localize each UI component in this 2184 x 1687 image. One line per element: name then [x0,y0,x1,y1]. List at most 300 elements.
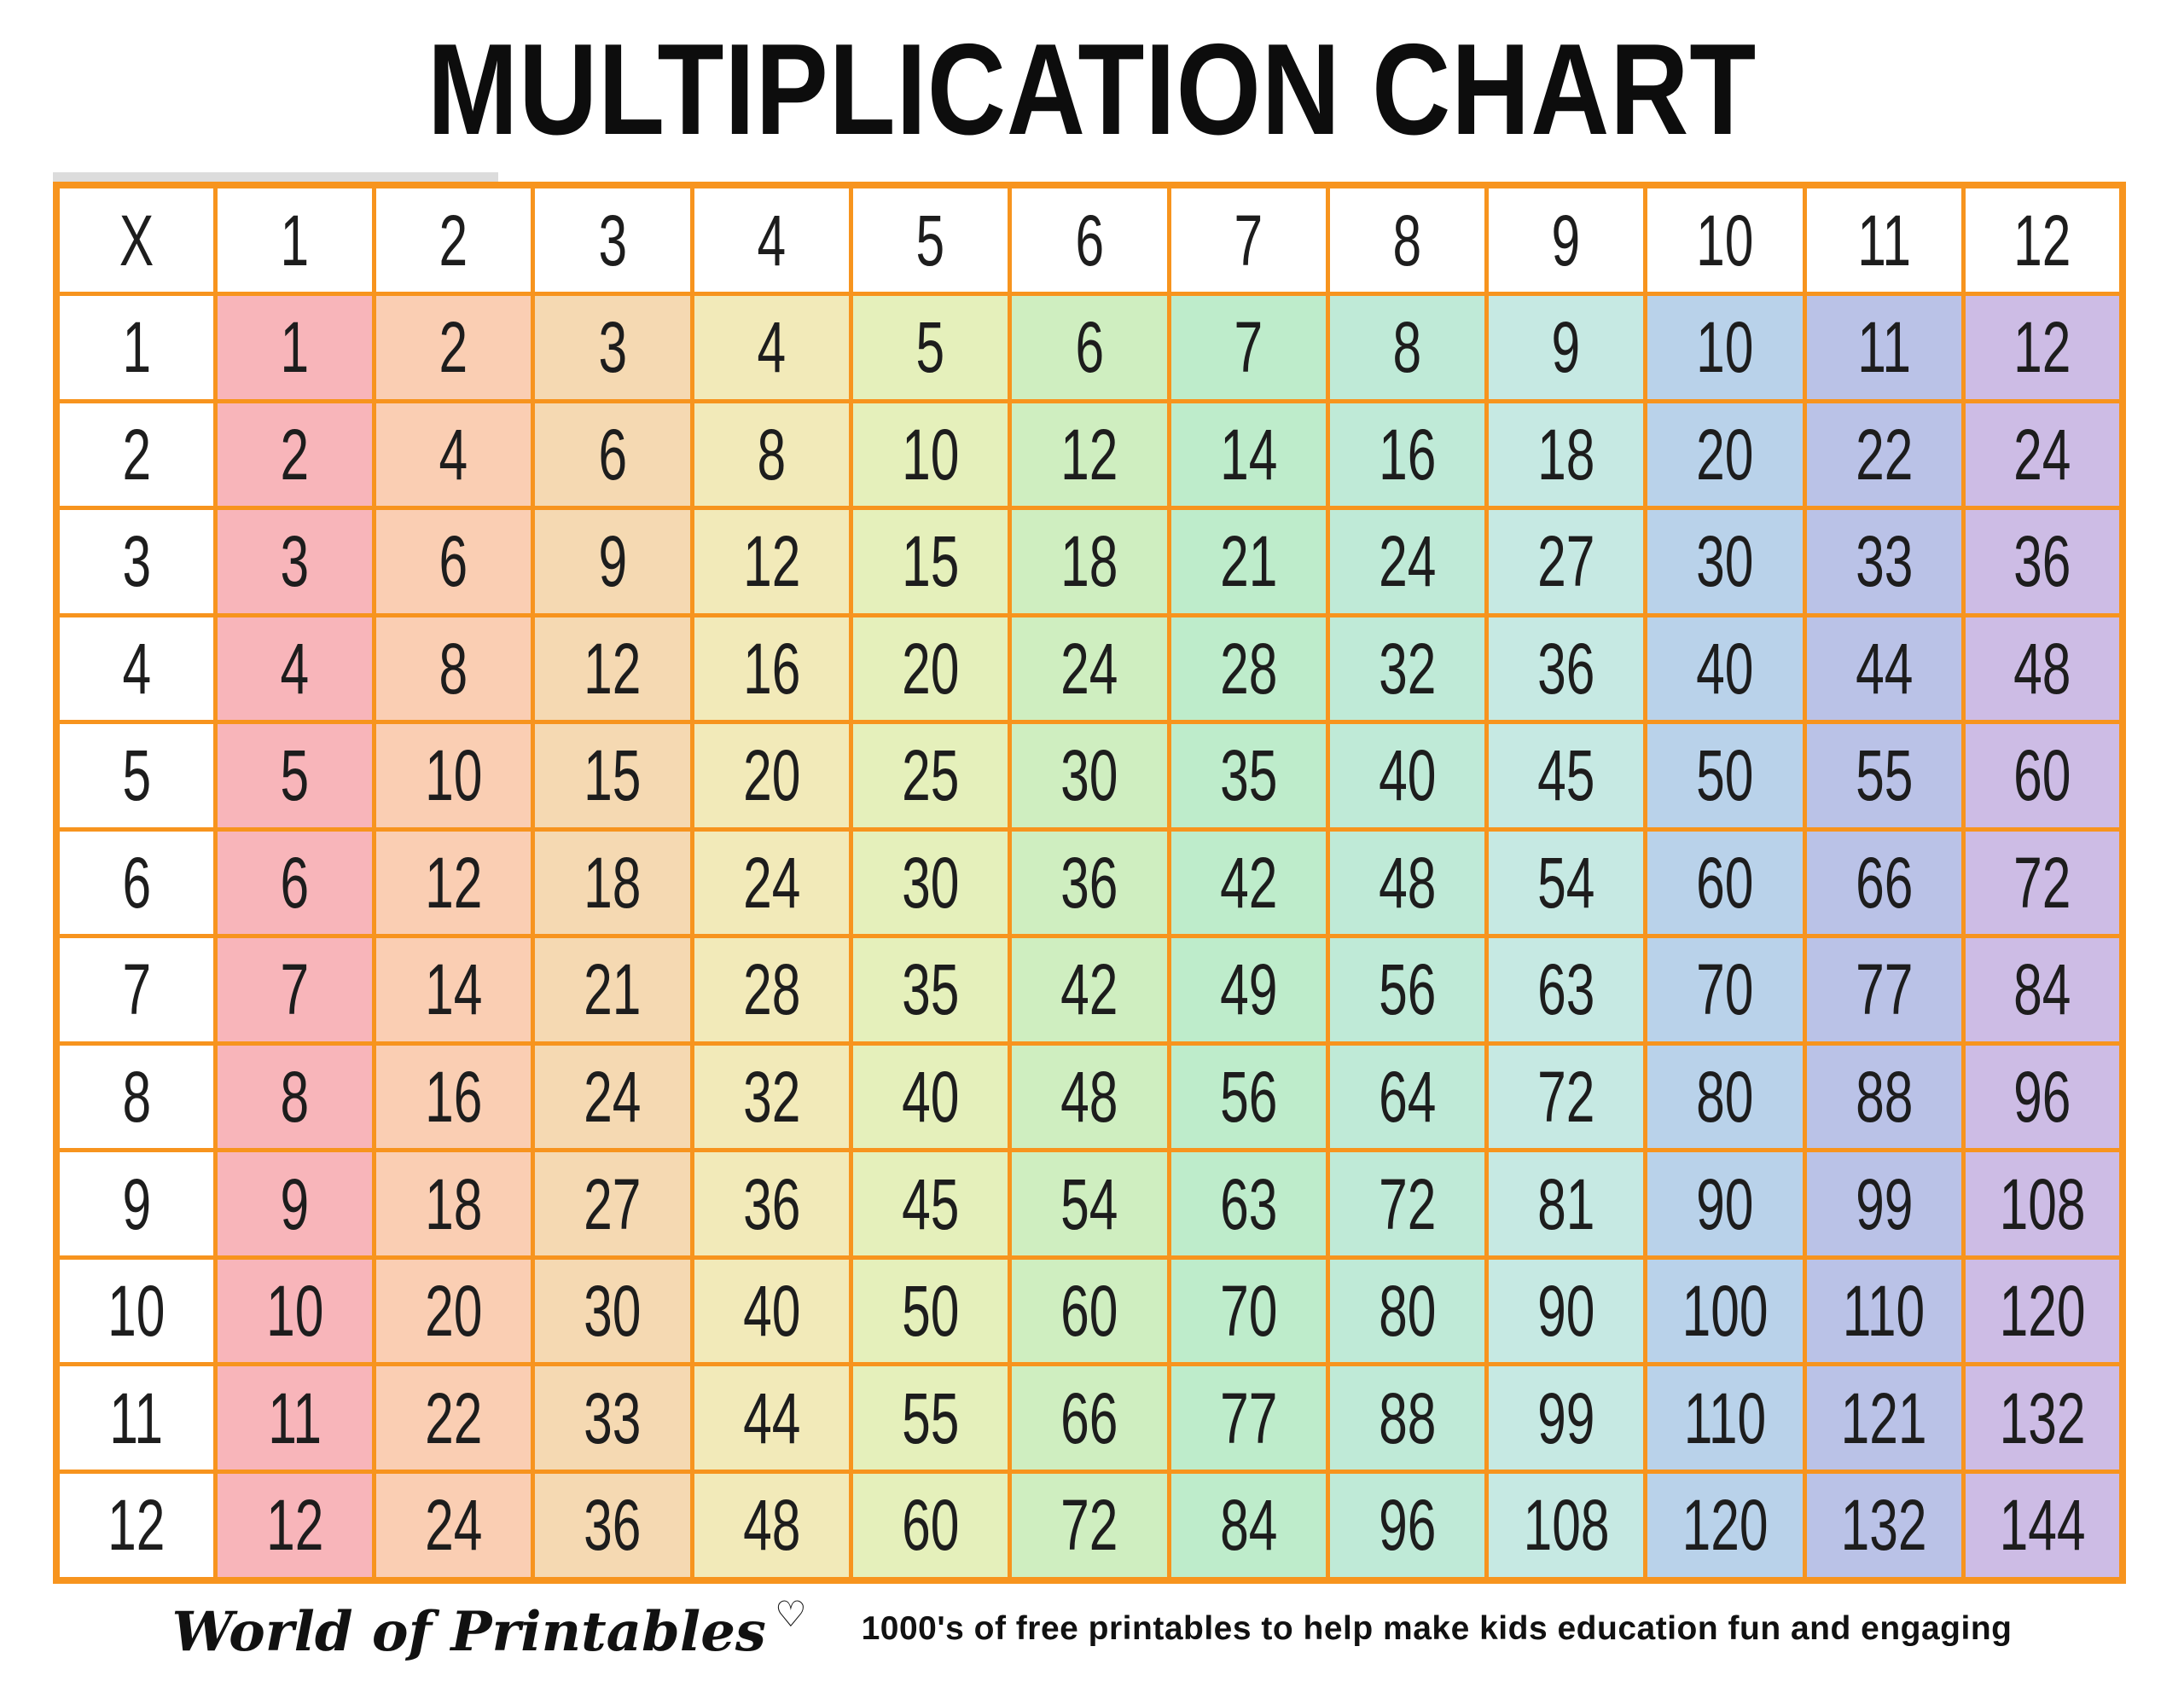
column-header-cell [1327,185,1486,294]
product-cell [1646,1471,1804,1580]
cell-value: 24 [1378,521,1437,602]
product-cell [1169,1151,1327,1258]
cell-value: 10 [425,735,483,816]
cell-value: 40 [901,1056,960,1137]
product-cell [692,722,851,830]
product-cell [1327,1365,1486,1472]
cell-value: 7 [280,949,310,1030]
product-cell [1804,615,1963,722]
cell-value: 6 [280,842,310,923]
product-cell [1169,615,1327,722]
cell-value: 3 [598,200,627,281]
cell-value: 88 [1855,1056,1914,1137]
cell-value: 36 [1537,628,1595,709]
cell-value: 120 [1999,1271,2086,1352]
product-cell [533,294,692,402]
cell-value: 32 [742,1056,800,1137]
product-cell [692,615,851,722]
product-cell [375,401,533,508]
product-cell [215,294,374,402]
product-cell [375,508,533,616]
cell-value: 32 [1378,628,1437,709]
table-row [56,1151,2123,1258]
product-cell [1804,722,1963,830]
cell-value: 108 [1523,1485,1610,1566]
cell-value: 45 [901,1163,960,1244]
cell-value: 4 [280,628,310,709]
cell-value: 48 [1378,842,1437,923]
cell-value: 6 [1075,200,1104,281]
cell-value: 16 [425,1056,483,1137]
cell-value: 7 [1234,200,1263,281]
product-cell [215,1365,374,1472]
product-cell [375,1257,533,1365]
table-row [56,1043,2123,1151]
product-cell [533,722,692,830]
product-cell [692,1365,851,1472]
column-header-cell [533,185,692,294]
cell-value: 33 [1855,521,1914,602]
cell-value: 5 [915,307,945,388]
cell-value: 80 [1378,1271,1437,1352]
cell-value: 2 [280,414,310,495]
cell-value: 27 [584,1163,642,1244]
cell-value: X [119,200,154,281]
cell-value: 30 [1060,735,1118,816]
cell-value: 56 [1378,949,1437,1030]
product-cell [1646,1365,1804,1472]
cell-value: 40 [742,1271,800,1352]
cell-value: 30 [1696,521,1754,602]
product-cell [1487,1365,1646,1472]
cell-value: 2 [122,414,151,495]
product-cell [1646,615,1804,722]
cell-value: 8 [122,1056,151,1137]
product-cell [1010,1043,1169,1151]
cell-value: 48 [2013,628,2071,709]
product-cell [1964,1257,2123,1365]
product-cell [1487,829,1646,936]
product-cell [1964,829,2123,936]
product-cell [1327,615,1486,722]
table-row [56,1257,2123,1365]
product-cell [851,829,1009,936]
product-cell [533,615,692,722]
cell-value: 24 [2013,414,2071,495]
product-cell [1169,508,1327,616]
product-cell [1010,1151,1169,1258]
cell-value: 72 [2013,842,2071,923]
cell-value: 40 [1378,735,1437,816]
cell-value: 3 [122,521,151,602]
product-cell [1327,722,1486,830]
product-cell [215,508,374,616]
cell-value: 25 [901,735,960,816]
row-header-cell [56,829,215,936]
product-cell [1327,1151,1486,1258]
cell-value: 24 [425,1485,483,1566]
product-cell [1804,1471,1963,1580]
row-header-cell [56,1365,215,1472]
multiplication-table-container [53,182,2126,1584]
cell-value: 66 [1060,1377,1118,1458]
product-cell [1169,1043,1327,1151]
column-header-cell [1169,185,1327,294]
cell-value: 33 [584,1377,642,1458]
product-cell [692,1471,851,1580]
row-header-cell [56,1043,215,1151]
brand-text: World of Printables [171,1600,766,1664]
column-header-cell [215,185,374,294]
cell-value: 20 [1696,414,1754,495]
product-cell [1964,1151,2123,1258]
column-header-cell [375,185,533,294]
cell-value: 18 [1060,521,1118,602]
product-cell [1169,829,1327,936]
cell-value: 9 [1551,200,1581,281]
cell-value: 80 [1696,1056,1754,1137]
product-cell [1964,1365,2123,1472]
cell-value: 54 [1060,1163,1118,1244]
cell-value: 90 [1696,1163,1754,1244]
cell-value: 3 [598,307,627,388]
product-cell [533,1151,692,1258]
product-cell [1646,401,1804,508]
row-header-cell [56,936,215,1044]
product-cell [1487,1043,1646,1151]
cell-value: 90 [1537,1271,1595,1352]
cell-value: 8 [757,414,787,495]
cell-value: 120 [1682,1485,1769,1566]
product-cell [692,936,851,1044]
cell-value: 36 [1060,842,1118,923]
cell-value: 110 [1843,1271,1926,1352]
cell-value: 35 [1219,735,1277,816]
product-cell [1327,294,1486,402]
cell-value: 10 [1696,307,1754,388]
cell-value: 20 [425,1271,483,1352]
brand-logo [171,1593,807,1664]
product-cell [692,1151,851,1258]
product-cell [375,936,533,1044]
cell-value: 7 [122,949,151,1030]
cell-value: 1 [122,307,151,388]
cell-value: 81 [1537,1163,1595,1244]
product-cell [375,829,533,936]
cell-value: 16 [742,628,800,709]
product-cell [375,615,533,722]
cell-value: 28 [1219,628,1277,709]
product-cell [1487,401,1646,508]
cell-value: 8 [1392,307,1422,388]
product-cell [1010,401,1169,508]
product-cell [215,401,374,508]
product-cell [1327,936,1486,1044]
table-row [56,829,2123,936]
cell-value: 1 [280,307,310,388]
cell-value: 22 [1855,414,1914,495]
cell-value: 9 [122,1163,151,1244]
table-row [56,615,2123,722]
table-row [56,401,2123,508]
cell-value: 6 [1075,307,1104,388]
product-cell [1487,508,1646,616]
cell-value: 88 [1378,1377,1437,1458]
cell-value: 6 [122,842,151,923]
row-header-cell [56,1471,215,1580]
product-cell [533,1043,692,1151]
cell-value: 11 [1857,200,1911,281]
product-cell [1646,829,1804,936]
cell-value: 96 [2013,1056,2071,1137]
cell-value: 60 [2013,735,2071,816]
product-cell [692,401,851,508]
cell-value: 6 [598,414,627,495]
product-cell [1804,1151,1963,1258]
product-cell [851,1365,1009,1472]
product-cell [375,1151,533,1258]
cell-value: 44 [742,1377,800,1458]
cell-value: 20 [742,735,800,816]
product-cell [1646,1043,1804,1151]
cell-value: 22 [425,1377,483,1458]
table-row [56,1365,2123,1472]
column-header-cell [1804,185,1963,294]
cell-value: 36 [742,1163,800,1244]
column-header-cell [1487,185,1646,294]
cell-value: 9 [280,1163,310,1244]
cell-value: 60 [1696,842,1754,923]
product-cell [533,508,692,616]
cell-value: 11 [109,1377,164,1458]
cell-value: 12 [2013,307,2071,388]
cell-value: 8 [1392,200,1422,281]
cell-value: 108 [1999,1163,2086,1244]
footer [0,1593,2184,1664]
product-cell [851,936,1009,1044]
product-cell [1169,294,1327,402]
cell-value: 18 [584,842,642,923]
cell-value: 4 [122,628,151,709]
product-cell [215,615,374,722]
product-cell [1964,936,2123,1044]
cell-value: 36 [584,1485,642,1566]
cell-value: 8 [280,1056,310,1137]
table-row [56,722,2123,830]
cell-value: 50 [1696,735,1754,816]
cell-value: 60 [1060,1271,1118,1352]
product-cell [375,1471,533,1580]
cell-value: 4 [757,307,787,388]
product-cell [215,1151,374,1258]
product-cell [533,829,692,936]
product-cell [851,294,1009,402]
product-cell [1327,1043,1486,1151]
table-row [56,294,2123,402]
cell-value: 42 [1060,949,1118,1030]
heart-icon: ♡ [774,1593,807,1635]
cell-value: 6 [439,521,468,602]
table-row [56,936,2123,1044]
cell-value: 44 [1855,628,1914,709]
product-cell [1964,1043,2123,1151]
cell-value: 56 [1219,1056,1277,1137]
cell-value: 11 [1857,307,1911,388]
cell-value: 84 [1219,1485,1277,1566]
cell-value: 64 [1378,1056,1437,1137]
product-cell [1010,508,1169,616]
product-cell [1327,1471,1486,1580]
cell-value: 15 [584,735,642,816]
cell-value: 12 [1060,414,1118,495]
product-cell [533,1471,692,1580]
product-cell [533,936,692,1044]
cell-value: 49 [1219,949,1277,1030]
cell-value: 30 [901,842,960,923]
cell-value: 12 [742,521,800,602]
product-cell [1487,615,1646,722]
cell-value: 54 [1537,842,1595,923]
product-cell [215,1471,374,1580]
cell-value: 5 [122,735,151,816]
cell-value: 4 [757,200,787,281]
cell-value: 8 [439,628,468,709]
product-cell [1487,1151,1646,1258]
product-cell [692,1043,851,1151]
product-cell [1487,294,1646,402]
tagline: 1000's of free printables to help make kids education fun and engaging [861,1610,2013,1647]
column-header-cell [851,185,1009,294]
column-header-cell [1964,185,2123,294]
product-cell [1010,1365,1169,1472]
cell-value: 14 [1219,414,1277,495]
product-cell [1964,401,2123,508]
cell-value: 18 [425,1163,483,1244]
multiplication-table [53,182,2126,1584]
cell-value: 12 [584,628,642,709]
cell-value: 27 [1537,521,1595,602]
product-cell [1804,1365,1963,1472]
cell-value: 15 [901,521,960,602]
cell-value: 7 [1234,307,1263,388]
cell-value: 3 [280,521,310,602]
cell-value: 50 [901,1271,960,1352]
cell-value: 12 [425,842,483,923]
product-cell [375,1365,533,1472]
product-cell [375,1043,533,1151]
cell-value: 18 [1537,414,1595,495]
cell-value: 99 [1537,1377,1595,1458]
cell-value: 72 [1378,1163,1437,1244]
product-cell [1169,936,1327,1044]
cell-value: 77 [1855,949,1914,1030]
cell-value: 36 [2013,521,2071,602]
table-row [56,508,2123,616]
row-header-cell [56,508,215,616]
product-cell [215,936,374,1044]
product-cell [1964,1471,2123,1580]
product-cell [851,508,1009,616]
cell-value: 63 [1219,1163,1277,1244]
product-cell [1010,1257,1169,1365]
product-cell [1010,615,1169,722]
product-cell [1487,722,1646,830]
row-header-cell [56,1151,215,1258]
product-cell [692,294,851,402]
cell-value: 132 [1999,1377,2086,1458]
product-cell [1804,508,1963,616]
product-cell [215,1043,374,1151]
decorative-gray-strip [53,172,498,182]
product-cell [851,401,1009,508]
cell-value: 40 [1696,628,1754,709]
cell-value: 10 [1696,200,1754,281]
product-cell [375,722,533,830]
cell-value: 99 [1855,1163,1914,1244]
product-cell [1327,829,1486,936]
cell-value: 2 [439,200,468,281]
cell-value: 24 [742,842,800,923]
cell-value: 12 [107,1485,166,1566]
product-cell [1804,401,1963,508]
cell-value: 121 [1840,1377,1927,1458]
cell-value: 16 [1378,414,1437,495]
cell-value: 11 [268,1377,322,1458]
product-cell [851,1257,1009,1365]
product-cell [1169,1365,1327,1472]
cell-value: 10 [107,1271,166,1352]
product-cell [1804,294,1963,402]
product-cell [851,1043,1009,1151]
cell-value: 55 [1855,735,1914,816]
cell-value: 12 [2013,200,2071,281]
cell-value: 72 [1060,1485,1118,1566]
product-cell [692,1257,851,1365]
product-cell [1169,1471,1327,1580]
product-cell [1804,1043,1963,1151]
product-cell [1964,615,2123,722]
product-cell [533,1257,692,1365]
cell-value: 9 [1551,307,1581,388]
product-cell [215,829,374,936]
product-cell [851,615,1009,722]
table-row [56,1471,2123,1580]
column-header-cell [1646,185,1804,294]
cell-value: 1 [280,200,310,281]
cell-value: 21 [584,949,642,1030]
cell-value: 66 [1855,842,1914,923]
product-cell [1804,936,1963,1044]
product-cell [1646,294,1804,402]
product-cell [1010,294,1169,402]
cell-value: 48 [742,1485,800,1566]
product-cell [692,508,851,616]
page-title: MULTIPLICATION CHART [427,17,1757,162]
product-cell [1010,722,1169,830]
product-cell [1804,829,1963,936]
cell-value: 45 [1537,735,1595,816]
product-cell [1169,722,1327,830]
product-cell [1010,829,1169,936]
product-cell [1646,1151,1804,1258]
product-cell [1964,722,2123,830]
row-header-cell [56,722,215,830]
row-header-cell [56,1257,215,1365]
cell-value: 96 [1378,1485,1437,1566]
cell-value: 9 [598,521,627,602]
cell-value: 70 [1219,1271,1277,1352]
cell-value: 24 [1060,628,1118,709]
